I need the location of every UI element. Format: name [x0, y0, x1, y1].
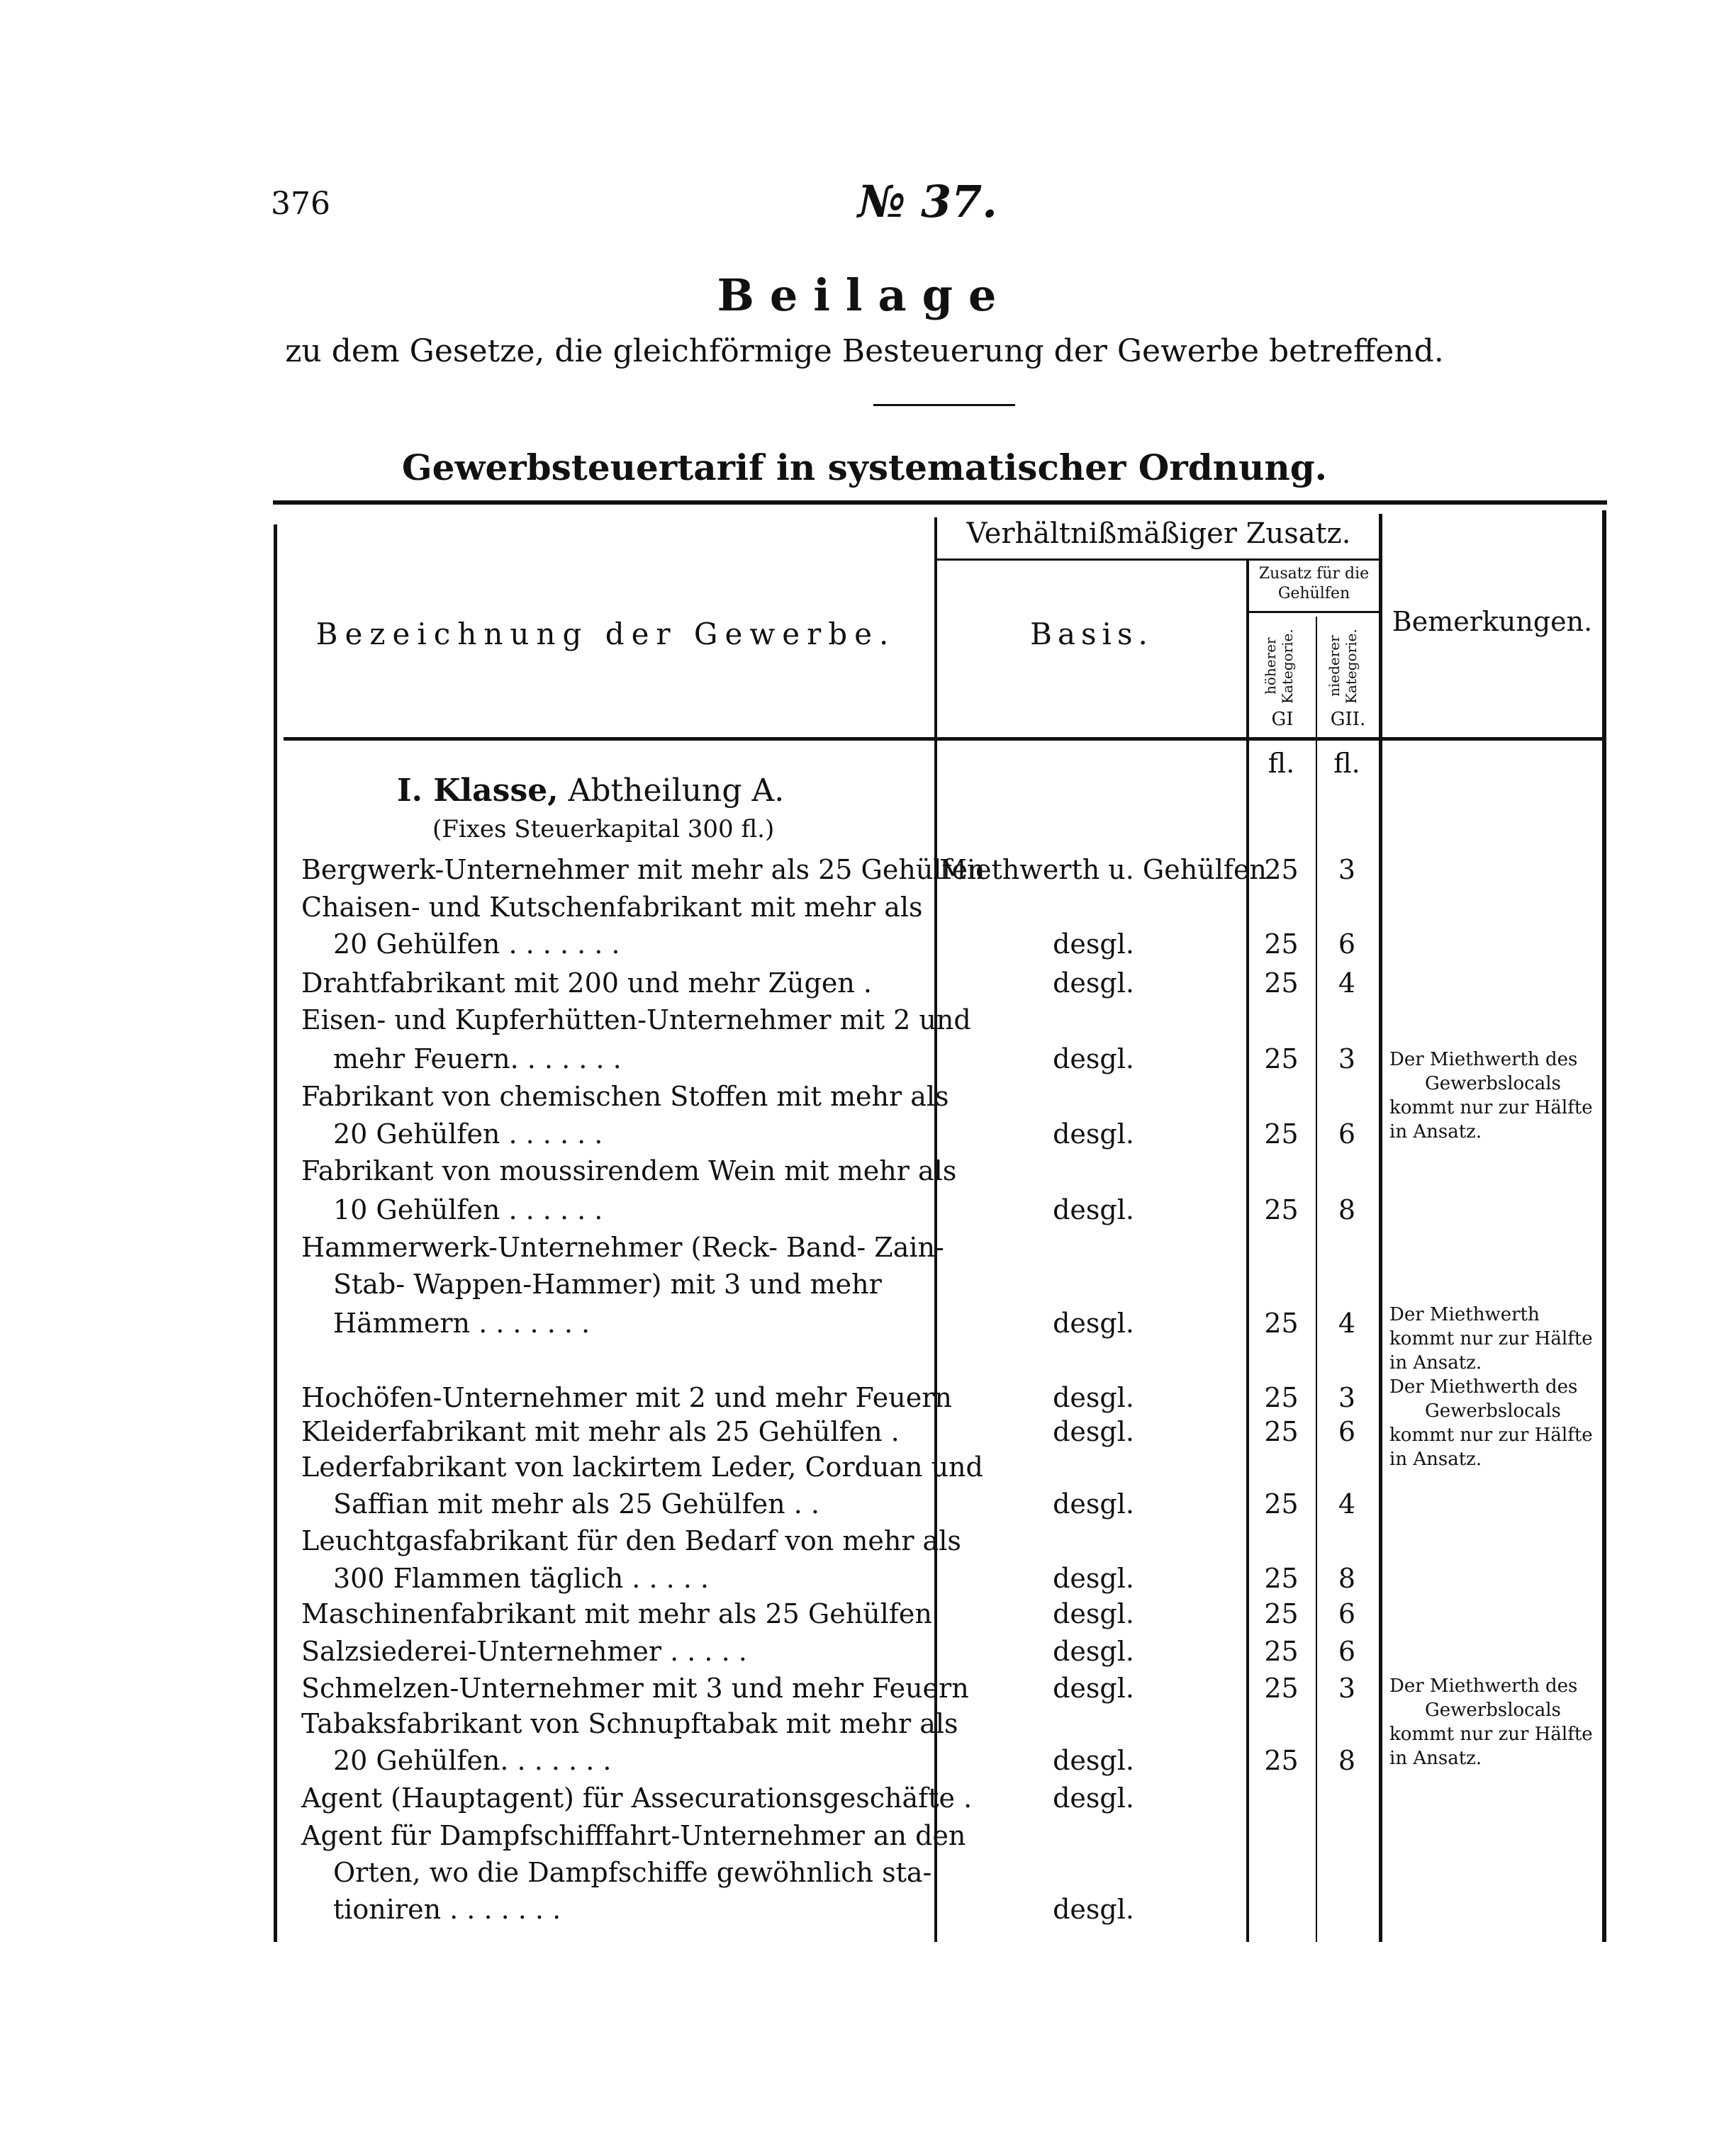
col-group-header: Verhältnißmäßiger Zusatz. — [966, 517, 1351, 550]
row-description-line: 20 Gehülfen . . . . . . — [333, 1118, 603, 1150]
row-description-line: Agent (Hauptagent) für Assecurationsgeschäfte . — [301, 1782, 973, 1814]
row-basis: desgl. — [1053, 1894, 1134, 1925]
remark-line: kommt nur zur Hälfte — [1389, 1724, 1593, 1745]
row-basis: desgl. — [1053, 1745, 1134, 1776]
row-description-line: Bergwerk-Unternehmer mit mehr als 25 Gehülfen — [301, 854, 985, 885]
row-g1: 25 — [1264, 967, 1299, 999]
unit-g2: fl. — [1333, 748, 1360, 779]
row-g1: 25 — [1264, 1563, 1299, 1594]
class-heading — [397, 773, 784, 809]
row-basis: Miethwerth u. Gehülfen — [939, 854, 1267, 885]
row-description-line: 20 Gehülfen. . . . . . . — [333, 1745, 612, 1776]
row-basis: desgl. — [1053, 1416, 1134, 1447]
col-g2-header: niederer Kategorie. — [1326, 629, 1360, 704]
row-g2: 3 — [1338, 1043, 1356, 1074]
row-basis: desgl. — [1053, 1043, 1134, 1074]
row-basis: desgl. — [1053, 1118, 1134, 1150]
row-description-line: Leuchtgasfabrikant für den Bedarf von mehr als — [301, 1525, 961, 1556]
row-g1: 25 — [1264, 1598, 1299, 1629]
row-basis: desgl. — [1053, 1488, 1134, 1520]
row-g2: 4 — [1338, 1308, 1356, 1339]
remark-line: in Ansatz. — [1389, 1352, 1482, 1374]
row-description-line: Kleiderfabrikant mit mehr als 25 Gehülfen . — [301, 1416, 900, 1447]
row-description-line: Lederfabrikant von lackirtem Leder, Corduan und — [301, 1452, 983, 1483]
row-description-line: Agent für Dampfschifffahrt-Unternehmer an den — [301, 1820, 966, 1851]
remark-line: Der Miethwerth des — [1389, 1675, 1578, 1697]
row-description-line: Schmelzen-Unternehmer mit 3 und mehr Feuern — [301, 1673, 969, 1704]
col-remarks-header: Bemerkungen. — [1392, 606, 1593, 637]
row-g1: 25 — [1264, 1308, 1299, 1339]
row-basis: desgl. — [1053, 928, 1134, 960]
col-basis-header: Basis. — [1030, 617, 1153, 651]
remark-line: in Ansatz. — [1389, 1449, 1482, 1470]
row-g2: 4 — [1338, 1488, 1356, 1520]
header-bottom-rule — [284, 737, 1606, 741]
row-description-line: Saffian mit mehr als 25 Gehülfen . . — [333, 1488, 819, 1520]
class-sub: (Fixes Steuerkapital 300 fl.) — [432, 815, 775, 843]
row-g1: 25 — [1264, 1382, 1299, 1413]
row-description-line: tioniren . . . . . . . — [333, 1894, 561, 1925]
header-rule — [937, 558, 1380, 561]
tariff-title: Gewerbsteuertarif in systematischer Ordnung. — [401, 447, 1328, 488]
page-number: 376 — [271, 186, 330, 222]
row-description-line: 10 Gehülfen . . . . . . — [333, 1194, 603, 1225]
col-g1-header: höherer Kategorie. — [1262, 629, 1296, 704]
remark-line: in Ansatz. — [1389, 1748, 1482, 1769]
col-divider — [1379, 514, 1382, 1942]
row-description-line: Eisen- und Kupferhütten-Unternehmer mit 2 und — [301, 1004, 971, 1035]
row-basis: desgl. — [1053, 1636, 1134, 1667]
row-g2: 8 — [1338, 1194, 1356, 1225]
row-g2: 6 — [1338, 1416, 1356, 1447]
row-g2: 8 — [1338, 1745, 1356, 1776]
remark-line: Gewerbslocals — [1425, 1400, 1561, 1422]
row-g1: 25 — [1264, 1673, 1299, 1704]
row-description-line: 20 Gehülfen . . . . . . . — [333, 928, 620, 960]
remark-line: kommt nur zur Hälfte — [1389, 1097, 1593, 1118]
col-divider — [1316, 617, 1317, 1942]
row-g2: 6 — [1338, 1636, 1356, 1667]
col-g2-code: GII. — [1330, 709, 1366, 730]
row-basis: desgl. — [1053, 1782, 1134, 1814]
col-helpers-header: Zusatz für die Gehülfen — [1258, 565, 1370, 602]
row-description-line: Fabrikant von chemischen Stoffen mit mehr als — [301, 1081, 949, 1112]
row-description-line: Chaisen- und Kutschenfabrikant mit mehr als — [301, 892, 923, 923]
row-g1: 25 — [1264, 854, 1299, 885]
row-description-line: Tabaksfabrikant von Schnupftabak mit mehr als — [301, 1708, 958, 1739]
row-g1: 25 — [1264, 1194, 1299, 1225]
row-g1: 25 — [1264, 1488, 1299, 1520]
remark-line: Der Miethwerth des — [1389, 1376, 1578, 1398]
remark-line: Gewerbslocals — [1425, 1700, 1561, 1721]
row-description-line: 300 Flammen täglich . . . . . — [333, 1563, 709, 1594]
remark-line: Der Miethwerth des — [1389, 1049, 1578, 1070]
row-description-line: Fabrikant von moussirendem Wein mit mehr als — [301, 1155, 957, 1186]
row-g2: 4 — [1338, 967, 1356, 999]
row-g2: 6 — [1338, 928, 1356, 960]
row-g1: 25 — [1264, 928, 1299, 960]
subheading: zu dem Gesetze, die gleichförmige Besteuerung der Gewerbe betreffend. — [285, 333, 1444, 369]
class-heading-rest: Abtheilung A. — [568, 773, 785, 809]
remark-line: in Ansatz. — [1389, 1121, 1482, 1142]
row-basis: desgl. — [1053, 1194, 1134, 1225]
header-rule — [1249, 611, 1380, 613]
row-basis: desgl. — [1053, 1382, 1134, 1413]
row-basis: desgl. — [1053, 1563, 1134, 1594]
row-g1: 25 — [1264, 1416, 1299, 1447]
row-basis: desgl. — [1053, 1308, 1134, 1339]
row-description-line: Maschinenfabrikant mit mehr als 25 Gehülfen — [301, 1598, 932, 1629]
row-description-line: Hämmern . . . . . . . — [333, 1308, 591, 1339]
remark — [1389, 1303, 1602, 1375]
row-g2: 8 — [1338, 1563, 1356, 1594]
unit-g1: fl. — [1268, 748, 1295, 779]
row-description-line: Hammerwerk-Unternehmer (Reck- Band- Zain- — [301, 1232, 944, 1263]
table-top-rule — [273, 500, 1607, 505]
divider — [873, 404, 1015, 406]
row-g1: 25 — [1264, 1118, 1299, 1150]
row-g2: 3 — [1338, 1673, 1356, 1704]
col-description-header: Bezeichnung der Gewerbe. — [315, 617, 896, 651]
table-right-border — [1602, 510, 1606, 1942]
heading: Beilage — [717, 269, 1012, 321]
row-basis: desgl. — [1053, 967, 1134, 999]
row-g1: 25 — [1264, 1636, 1299, 1667]
row-description-line: mehr Feuern. . . . . . . — [333, 1043, 622, 1074]
remark — [1389, 1674, 1602, 1770]
row-g2: 3 — [1338, 854, 1356, 885]
remark-line: kommt nur zur Hälfte — [1389, 1425, 1593, 1446]
row-description-line: Stab- Wappen-Hammer) mit 3 und mehr — [333, 1269, 882, 1300]
remark-line: kommt nur zur Hälfte — [1389, 1328, 1593, 1349]
row-g2: 6 — [1338, 1118, 1356, 1150]
row-g2: 3 — [1338, 1382, 1356, 1413]
row-description-line: Hochöfen-Unternehmer mit 2 und mehr Feuern — [301, 1382, 952, 1413]
class-heading-bold: I. Klasse, — [397, 773, 559, 809]
remark — [1389, 1048, 1602, 1144]
remark-line: Der Miethwerth — [1389, 1304, 1540, 1325]
table-left-border — [274, 524, 277, 1942]
remark — [1389, 1375, 1602, 1471]
law-number: № 37. — [858, 176, 997, 228]
col-g1-code: GI — [1271, 709, 1294, 730]
row-description-line: Drahtfabrikant mit 200 und mehr Zügen . — [301, 967, 872, 999]
row-basis: desgl. — [1053, 1673, 1134, 1704]
row-g1: 25 — [1264, 1043, 1299, 1074]
row-g2: 6 — [1338, 1598, 1356, 1629]
row-g1: 25 — [1264, 1745, 1299, 1776]
row-basis: desgl. — [1053, 1598, 1134, 1629]
remark-line: Gewerbslocals — [1425, 1073, 1561, 1094]
row-description-line: Salzsiederei-Unternehmer . . . . . — [301, 1636, 747, 1667]
row-description-line: Orten, wo die Dampfschiffe gewöhnlich sta- — [333, 1857, 932, 1888]
